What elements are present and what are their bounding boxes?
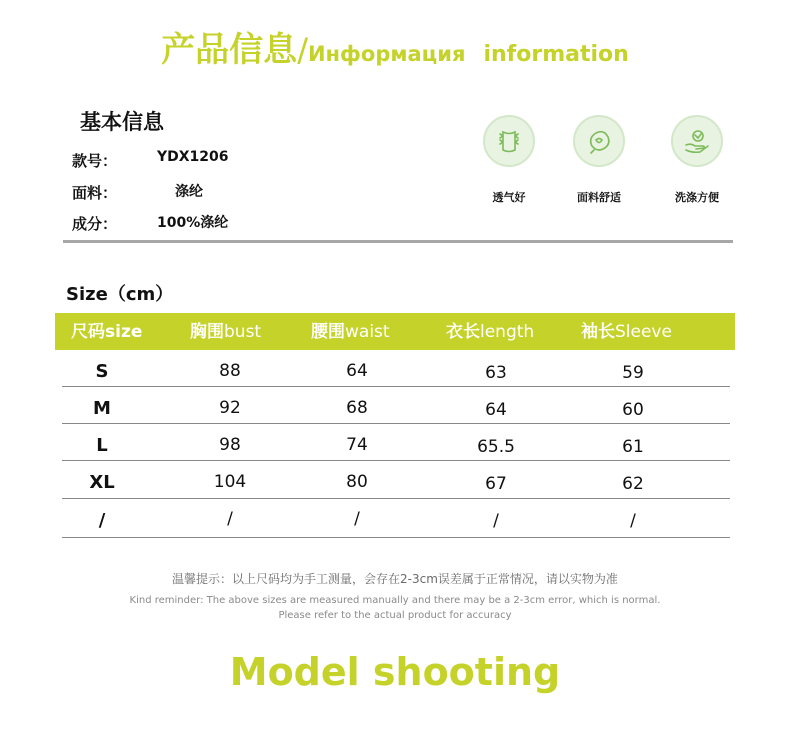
table-cell-length: 67 — [485, 474, 507, 494]
table-cell-sleeve: / — [630, 511, 636, 531]
table-cell-sleeve: 61 — [622, 437, 644, 457]
comfort-fabric-icon — [573, 115, 625, 167]
feature-easy-wash-label: 洗涤方便 — [675, 191, 719, 204]
table-cell-bust: 92 — [219, 398, 241, 418]
header-length: 衣长length — [446, 322, 535, 342]
header-waist: 腰围waist — [311, 322, 390, 342]
table-cell-waist: 74 — [346, 435, 368, 455]
row-divider — [62, 537, 730, 538]
reminder-zh: 温馨提示：以上尺码均为手工测量，会存在2-3cm误差属于正常情况，请以实物为准 — [172, 572, 618, 586]
header-bust: 胸围bust — [190, 322, 262, 342]
reminder-en-line1: Kind reminder: The above sizes are measured manually and there may be a 2-3cm error, which is normal. — [129, 595, 661, 606]
feature-comfort-label: 面料舒适 — [577, 191, 621, 204]
table-cell-bust: 98 — [219, 435, 241, 455]
table-cell-bust: / — [227, 509, 233, 529]
table-cell-sleeve: 60 — [622, 400, 644, 420]
table-cell-length: 65.5 — [477, 437, 515, 457]
table-cell-sleeve: 59 — [622, 363, 644, 383]
easy-wash-icon — [671, 115, 723, 167]
size-table-title: Size（cm） — [66, 284, 174, 305]
reminder-en-line2: Please refer to the actual product for accuracy — [278, 610, 512, 621]
breathable-fabric-icon — [483, 115, 535, 167]
row-divider — [62, 386, 730, 387]
table-cell-size: S — [95, 361, 109, 382]
table-cell-size: XL — [89, 472, 115, 493]
table-cell-size: L — [96, 435, 108, 456]
table-cell-sleeve: 62 — [622, 474, 644, 494]
style-number-value: YDX1206 — [157, 149, 229, 165]
table-cell-length: 63 — [485, 363, 507, 383]
title-zh: 产品信息 — [161, 30, 298, 70]
model-shooting-heading: Model shooting — [229, 650, 561, 694]
composition-value: 100%涤纶 — [157, 215, 229, 231]
table-cell-waist: 80 — [346, 472, 368, 492]
header-size: 尺码size — [71, 322, 143, 342]
table-cell-bust: 88 — [219, 361, 241, 381]
table-cell-waist: / — [354, 509, 360, 529]
basic-info-title: 基本信息 — [80, 110, 164, 134]
style-number-label: 款号： — [72, 152, 118, 170]
page-title — [0, 22, 790, 71]
section-divider — [63, 240, 733, 243]
title-slash: / — [297, 31, 308, 69]
row-divider — [62, 498, 730, 499]
feature-easy-wash — [652, 115, 742, 205]
table-cell-waist: 64 — [346, 361, 368, 381]
table-cell-length: 64 — [485, 400, 507, 420]
fabric-label: 面料： — [72, 184, 118, 202]
composition-label: 成分： — [72, 215, 118, 233]
table-cell-waist: 68 — [346, 398, 368, 418]
header-sleeve: 袖长Sleeve — [581, 322, 672, 342]
fabric-value: 涤纶 — [175, 184, 203, 200]
table-cell-size: / — [98, 510, 106, 531]
table-cell-size: M — [93, 398, 111, 419]
title-ru: Информация — [307, 42, 466, 66]
table-cell-length: / — [493, 511, 499, 531]
feature-breathable-label: 透气好 — [492, 191, 526, 204]
size-table-header — [55, 313, 735, 350]
table-cell-bust: 104 — [213, 472, 247, 492]
feature-breathable — [464, 115, 554, 205]
row-divider — [62, 460, 730, 461]
title-en: information — [483, 42, 629, 67]
feature-comfort — [554, 115, 644, 205]
row-divider — [62, 423, 730, 424]
